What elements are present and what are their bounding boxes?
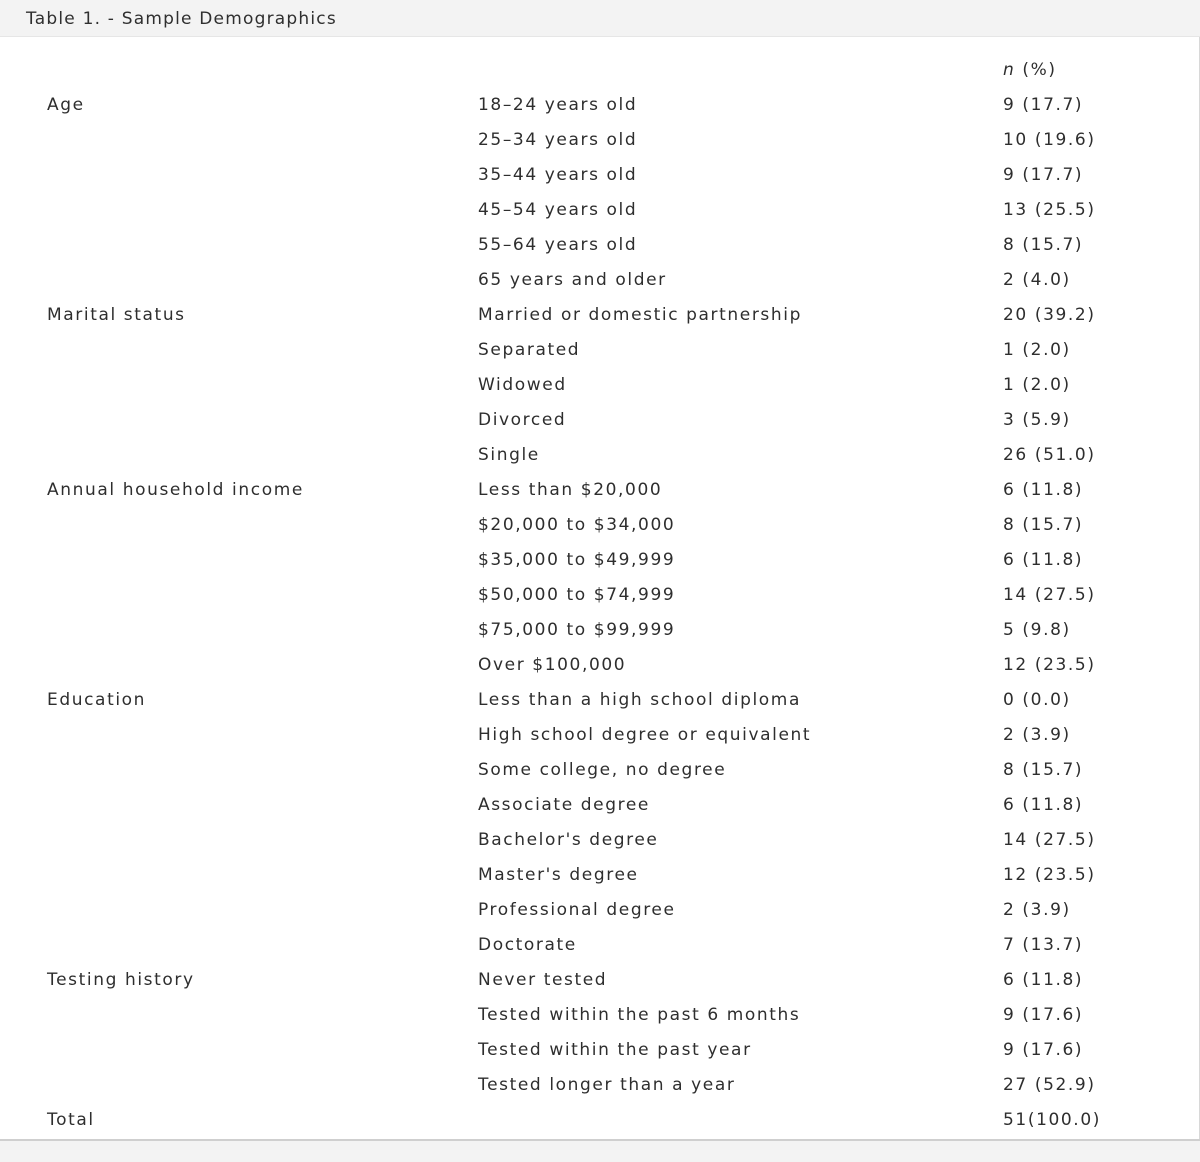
table-title: Table 1. - Sample Demographics	[26, 9, 337, 29]
column-header-n-percent	[1003, 60, 1057, 80]
row-value: 27 (52.9)	[1003, 1075, 1096, 1095]
row-item: Tested longer than a year	[478, 1075, 736, 1095]
row-item: Doctorate	[478, 935, 577, 955]
row-value: 6 (11.8)	[1003, 795, 1084, 815]
table-row	[0, 998, 1200, 1033]
row-item: Divorced	[478, 410, 567, 430]
row-value: 6 (11.8)	[1003, 480, 1084, 500]
row-category: Testing history	[47, 970, 195, 990]
table-row	[0, 613, 1200, 648]
row-item: 18–24 years old	[478, 95, 638, 115]
row-value: 26 (51.0)	[1003, 445, 1096, 465]
table-row	[0, 543, 1200, 578]
row-item: $75,000 to $99,999	[478, 620, 676, 640]
table-row	[0, 263, 1200, 298]
row-category: Total	[47, 1110, 95, 1130]
row-item: Master's degree	[478, 865, 639, 885]
row-value: 7 (13.7)	[1003, 935, 1084, 955]
row-item: Separated	[478, 340, 581, 360]
row-item: 55–64 years old	[478, 235, 638, 255]
table-row	[0, 158, 1200, 193]
table-row	[0, 753, 1200, 788]
row-value: 2 (3.9)	[1003, 900, 1071, 920]
row-item: Less than a high school diploma	[478, 690, 801, 710]
row-item: 25–34 years old	[478, 130, 638, 150]
row-value: 5 (9.8)	[1003, 620, 1071, 640]
table-row	[0, 788, 1200, 823]
row-item: 35–44 years old	[478, 165, 638, 185]
row-value: 9 (17.7)	[1003, 165, 1084, 185]
table-row	[0, 438, 1200, 473]
row-item: Some college, no degree	[478, 760, 727, 780]
n-label: n	[1003, 60, 1016, 80]
row-value: 12 (23.5)	[1003, 865, 1096, 885]
demographics-table	[0, 37, 1200, 1139]
table-row	[0, 683, 1200, 718]
row-item: Bachelor's degree	[478, 830, 659, 850]
row-item: $35,000 to $49,999	[478, 550, 676, 570]
row-item: Widowed	[478, 375, 567, 395]
table-row	[0, 368, 1200, 403]
table-row	[0, 403, 1200, 438]
row-item: Single	[478, 445, 540, 465]
row-value: 9 (17.6)	[1003, 1040, 1084, 1060]
table-row	[0, 88, 1200, 123]
row-item: $20,000 to $34,000	[478, 515, 676, 535]
row-category: Education	[47, 690, 147, 710]
table-row	[0, 858, 1200, 893]
table-row	[0, 963, 1200, 998]
table-row	[0, 333, 1200, 368]
table-row	[0, 508, 1200, 543]
row-value: 1 (2.0)	[1003, 340, 1071, 360]
row-item: Professional degree	[478, 900, 676, 920]
row-item: Associate degree	[478, 795, 650, 815]
table-row	[0, 193, 1200, 228]
row-item: Tested within the past year	[478, 1040, 752, 1060]
row-item: 65 years and older	[478, 270, 667, 290]
row-value: 1 (2.0)	[1003, 375, 1071, 395]
table-row	[0, 228, 1200, 263]
table-row	[0, 1033, 1200, 1068]
table-row	[0, 1103, 1200, 1138]
row-item: Tested within the past 6 months	[478, 1005, 801, 1025]
row-value: 3 (5.9)	[1003, 410, 1071, 430]
table-header-row	[0, 53, 1200, 88]
row-value: 6 (11.8)	[1003, 970, 1084, 990]
table-row	[0, 473, 1200, 508]
row-value: 9 (17.6)	[1003, 1005, 1084, 1025]
row-item: Married or domestic partnership	[478, 305, 802, 325]
row-category: Marital status	[47, 305, 186, 325]
row-category: Annual household income	[47, 480, 304, 500]
table-caption-bar	[0, 0, 1200, 37]
table-row	[0, 893, 1200, 928]
row-value: 2 (4.0)	[1003, 270, 1071, 290]
table-row	[0, 648, 1200, 683]
footer-strip	[0, 1141, 1200, 1162]
percent-label: (%)	[1015, 60, 1057, 80]
table-row	[0, 298, 1200, 333]
row-value: 13 (25.5)	[1003, 200, 1096, 220]
row-value: 10 (19.6)	[1003, 130, 1096, 150]
row-value: 9 (17.7)	[1003, 95, 1084, 115]
table-row	[0, 1068, 1200, 1103]
table-row	[0, 823, 1200, 858]
row-value: 14 (27.5)	[1003, 585, 1096, 605]
row-value: 12 (23.5)	[1003, 655, 1096, 675]
row-item: 45–54 years old	[478, 200, 638, 220]
row-value: 2 (3.9)	[1003, 725, 1071, 745]
row-value: 8 (15.7)	[1003, 235, 1084, 255]
table-row	[0, 578, 1200, 613]
row-item: Never tested	[478, 970, 608, 990]
table-row	[0, 928, 1200, 963]
row-item: High school degree or equivalent	[478, 725, 812, 745]
row-value: 0 (0.0)	[1003, 690, 1071, 710]
row-value: 6 (11.8)	[1003, 550, 1084, 570]
row-item: Over $100,000	[478, 655, 627, 675]
table-row	[0, 718, 1200, 753]
row-item: Less than $20,000	[478, 480, 663, 500]
row-value: 51(100.0)	[1003, 1110, 1101, 1130]
row-value: 20 (39.2)	[1003, 305, 1096, 325]
row-category: Age	[47, 95, 85, 115]
row-value: 8 (15.7)	[1003, 760, 1084, 780]
row-value: 8 (15.7)	[1003, 515, 1084, 535]
row-item: $50,000 to $74,999	[478, 585, 676, 605]
table-row	[0, 123, 1200, 158]
row-value: 14 (27.5)	[1003, 830, 1096, 850]
